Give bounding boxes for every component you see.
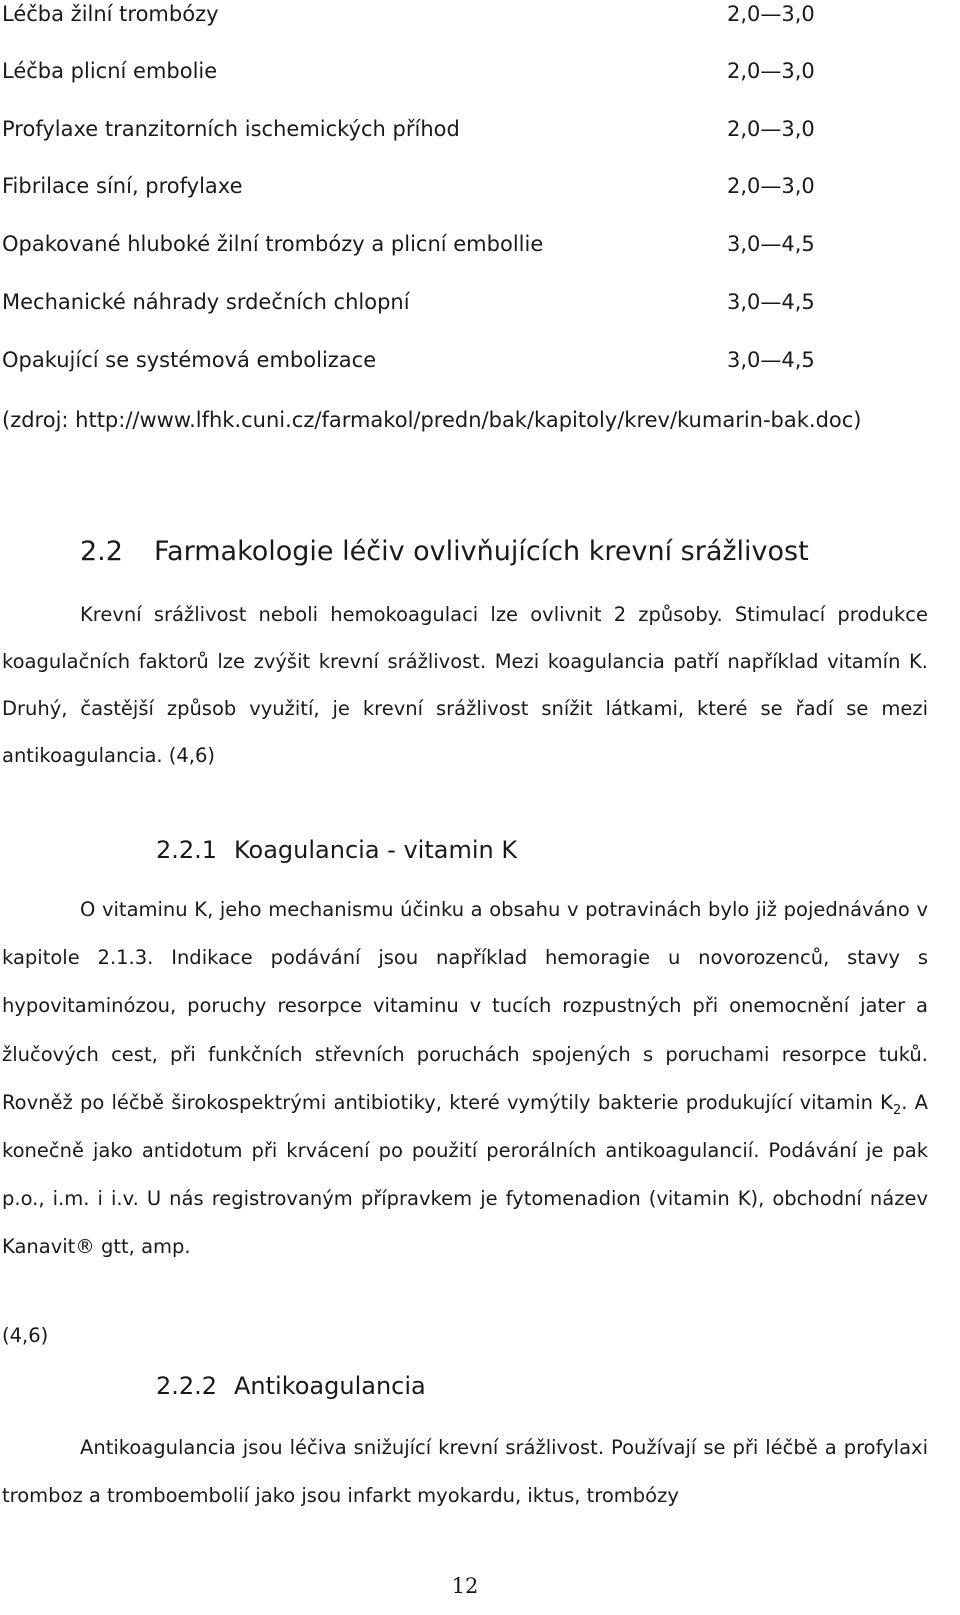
page-number: 12: [451, 1574, 479, 1598]
inr-range-value: 2,0—3,0: [727, 174, 815, 198]
inr-range-value: 2,0—3,0: [727, 2, 815, 26]
inr-range-value: 3,0—4,5: [727, 348, 815, 372]
citation: (4,6): [2, 1324, 49, 1347]
table-row: [0, 230, 940, 270]
section-heading-2-2-2: [156, 1370, 426, 1402]
inr-range-value: 3,0—4,5: [727, 290, 815, 314]
section-number: 2.2: [80, 536, 123, 567]
subscript-2: 2: [892, 1102, 902, 1118]
indication-label: Mechanické náhrady srdečních chlopní: [2, 290, 410, 314]
table-row: [0, 57, 940, 97]
table-row: [0, 172, 940, 212]
section-number: 2.2.2: [156, 1372, 218, 1400]
table-row: [0, 0, 940, 40]
indication-label: Léčba žilní trombózy: [2, 2, 219, 26]
indication-label: Opakující se systémová embolizace: [2, 348, 377, 372]
indication-label: Opakované hluboké žilní trombózy a plicní embollie: [2, 232, 544, 256]
section-2-2-paragraph: Krevní srážlivost neboli hemokoagulaci lze ovlivnit 2 způsoby. Stimulací produkce koagulačních faktorů lze zvýšit krevní srážlivost. Mezi koagulancia patří například vitamín K. Druhý, častější způsob využití, je krevní srážlivost snížit látkami, které se řadí se mezi antikoagulancia. (4,6): [2, 603, 928, 767]
section-heading-2-2-1: [156, 834, 517, 866]
section-title: Farmakologie léčiv ovlivňujících krevní srážlivost: [154, 536, 809, 567]
section-number: 2.2.1: [156, 836, 218, 864]
inr-range-value: 2,0—3,0: [727, 59, 815, 83]
inr-range-value: 2,0—3,0: [727, 117, 815, 141]
section-2-2-1-paragraph: [2, 886, 928, 1272]
section-2-2-2-paragraph: Antikoagulancia jsou léčiva snižující krevní srážlivost. Používají se při léčbě a profylaxi tromboz a tromboembolií jako jsou infarkt myokardu, iktus, trombózy: [2, 1436, 928, 1507]
paragraph-text: . A konečně jako antidotum při krvácení po použití perorálních antikoagulancií. Podávání je pak p.o., i.m. i i.v. U nás registrovaným přípravkem je fytomenadion (vitamin K), obchodní název Kanavit® gtt, amp.: [2, 1090, 928, 1259]
section-title: Antikoagulancia: [234, 1372, 426, 1400]
section-heading-2-2: [80, 534, 809, 570]
indication-label: Léčba plicní embolie: [2, 59, 218, 83]
indication-label: Fibrilace síní, profylaxe: [2, 174, 243, 198]
table-row: [0, 288, 940, 328]
paragraph-text: O vitaminu K, jeho mechanismu účinku a obsahu v potravinách bylo již pojednáváno v kapitole 2.1.3. Indikace podávání jsou například hemoragie u novorozenců, stavy s hypovitaminózou, poruchy resorpce vitaminu v tucích rozpustných při onemocnění jater a žlučových cest, při funkčních střevních poruchách spojených s poruchami resorpce tuků. Rovněž po léčbě širokospektrými antibiotiky, které vymýtily bakterie produkující vitamin K: [2, 898, 928, 1114]
inr-range-value: 3,0—4,5: [727, 232, 815, 256]
table-source: (zdroj: http://www.lfhk.cuni.cz/farmakol/predn/bak/kapitoly/krev/kumarin-bak.doc): [2, 408, 862, 432]
table-row: [0, 115, 940, 155]
section-title: Koagulancia - vitamin K: [234, 836, 518, 864]
table-row: [0, 346, 940, 386]
indication-label: Profylaxe tranzitorních ischemických příhod: [2, 117, 460, 141]
